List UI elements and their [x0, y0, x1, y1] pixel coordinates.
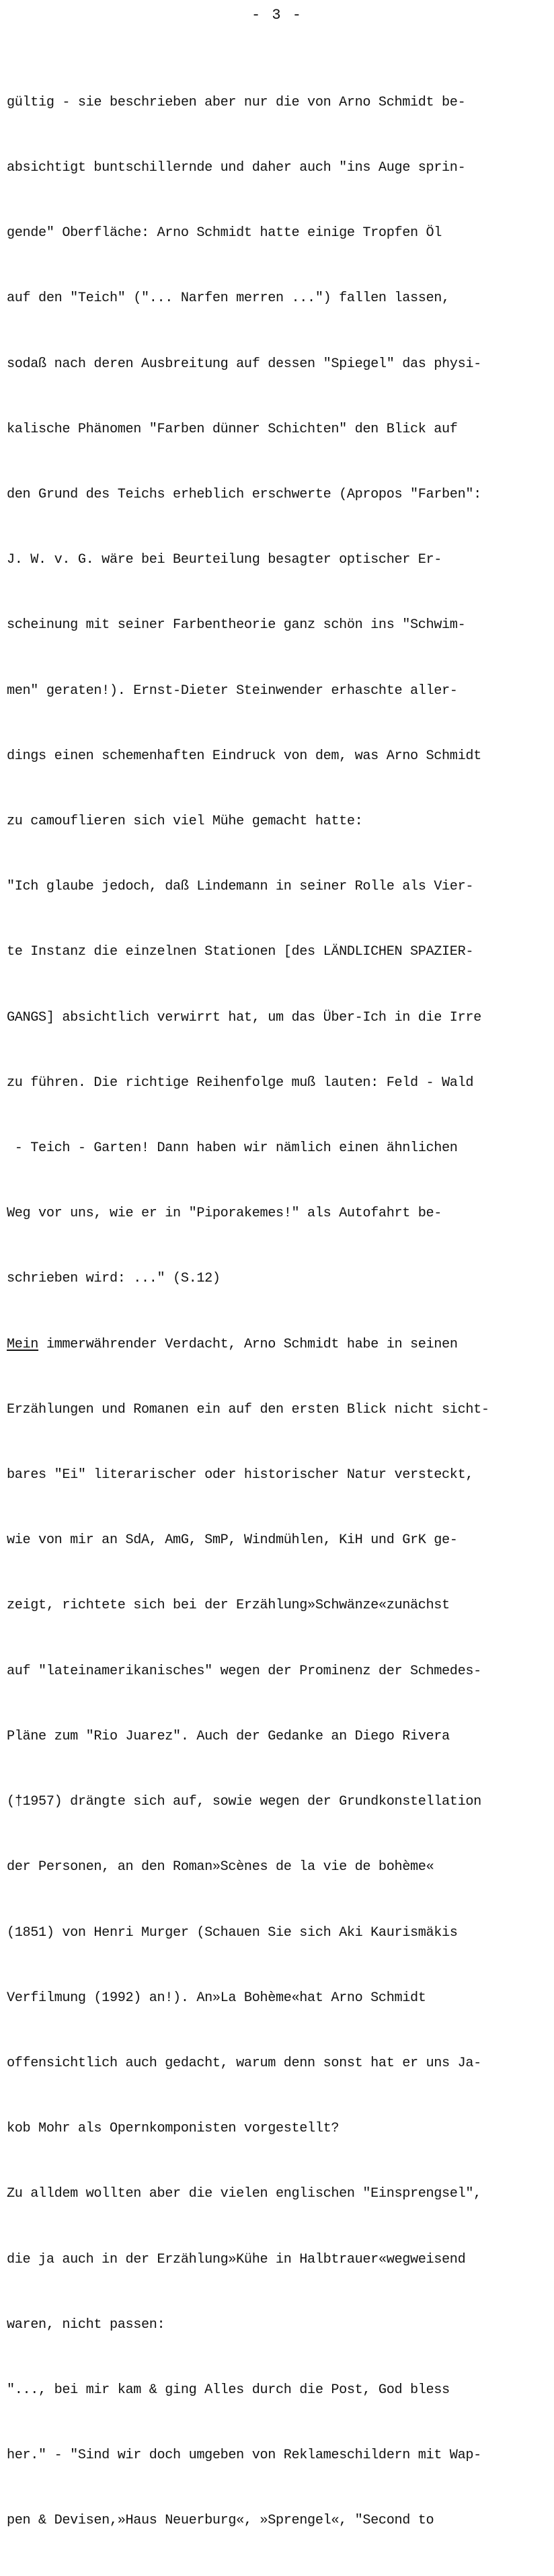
text-line: sodaß nach deren Ausbreitung auf dessen "Spiegel" das physi- [7, 356, 481, 372]
paragraph-start-line [7, 1334, 553, 1356]
text-line: (†1957) drängte sich auf, sowie wegen der Grundkonstellation [7, 1794, 481, 1810]
quote-line: - Teich - Garten! Dann haben wir nämlich einen ähnlichen [7, 1140, 458, 1157]
text-line: den Grund des Teichs erheblich erschwerte (Apropos "Farben": [7, 487, 481, 503]
text-line: gende" Oberfläche: Arno Schmidt hatte einige Tropfen Öl [7, 225, 442, 241]
text-line: absichtigt buntschillernde und daher auch "ins Auge sprin- [7, 160, 466, 176]
text-line: dings einen schemenhaften Eindruck von dem, was Arno Schmidt [7, 748, 481, 764]
quote-line: Weg vor uns, wie er in "Piporakemes!" als Autofahrt be- [7, 1206, 442, 1222]
quote-line: te Instanz die einzelnen Stationen [des LÄNDLICHEN SPAZIER- [7, 944, 474, 960]
text-line: gültig - sie beschrieben aber nur die von Arno Schmidt be- [7, 94, 466, 110]
quote-line: zu führen. Die richtige Reihenfolge muß lauten: Feld - Wald [7, 1075, 474, 1091]
text-line: kob Mohr als Opernkomponisten vorgestellt? [7, 2121, 340, 2137]
text-line: scheinung mit seiner Farbentheorie ganz schön ins "Schwim- [7, 617, 466, 633]
body-text [7, 48, 553, 2576]
text-line: zu camouflieren sich viel Mühe gemacht hatte: [7, 814, 363, 830]
text-line: bares "Ei" literarischer oder historischer Natur versteckt, [7, 1467, 474, 1483]
quote-line: "Ich glaube jedoch, daß Lindemann in seiner Rolle als Vier- [7, 879, 474, 895]
quote-line: "..., bei mir kam & ging Alles durch die Post, God bless [7, 2382, 450, 2398]
text-line: Erzählungen und Romanen ein auf den ersten Blick nicht sicht- [7, 1401, 489, 1417]
quote-line: schrieben wird: ..." (S.12) [7, 1271, 221, 1287]
text-line: wie von mir an SdA, AmG, SmP, Windmühlen, KiH und GrK ge- [7, 1532, 458, 1549]
quote-line: her." - "Sind wir doch umgeben von Reklameschildern mit Wap- [7, 2448, 481, 2464]
quote-line: GANGS] absichtlich verwirrt hat, um das Über-Ich in die Irre [7, 1009, 481, 1025]
text-line: zeigt, richtete sich bei der Erzählung»Schwänze«zunächst [7, 1598, 450, 1614]
quote-line: pen & Devisen,»Haus Neuerburg«, »Sprengel«, "Second to [7, 2513, 434, 2529]
underlined-word: Mein [7, 1336, 39, 1352]
text-line: Verfilmung (1992) an!). An»La Bohème«hat Arno Schmidt [7, 1990, 426, 2006]
text-line: Pläne zum "Rio Juarez". Auch der Gedanke an Diego Rivera [7, 1728, 450, 1744]
text-line: auf den "Teich" ("... Narfen merren ...") fallen lassen, [7, 290, 450, 307]
page-number: - 3 - [251, 7, 303, 24]
text-line: Zu alldem wollten aber die vielen englischen "Einsprengsel", [7, 2186, 481, 2202]
text-line: J. W. v. G. wäre bei Beurteilung besagter optischer Er- [7, 552, 442, 568]
text-line: der Personen, an den Roman»Scènes de la vie de bohème« [7, 1859, 434, 1875]
text-line: men" geraten!). Ernst-Dieter Steinwender erhaschte aller- [7, 682, 458, 699]
text-line: auf "lateinamerikanisches" wegen der Prominenz der Schmedes- [7, 1663, 481, 1679]
text-line: waren, nicht passen: [7, 2316, 165, 2333]
text-line: offensichtlich auch gedacht, warum denn sonst hat er uns Ja- [7, 2055, 481, 2071]
text-line-remainder: immerwährender Verdacht, Arno Schmidt habe in seinen [46, 1336, 458, 1352]
text-line: (1851) von Henri Murger (Schauen Sie sich Aki Kaurismäkis [7, 1924, 458, 1941]
text-line: die ja auch in der Erzählung»Kühe in Halbtrauer«wegweisend [7, 2251, 466, 2267]
text-line: kalische Phänomen "Farben dünner Schichten" den Blick auf [7, 421, 458, 437]
